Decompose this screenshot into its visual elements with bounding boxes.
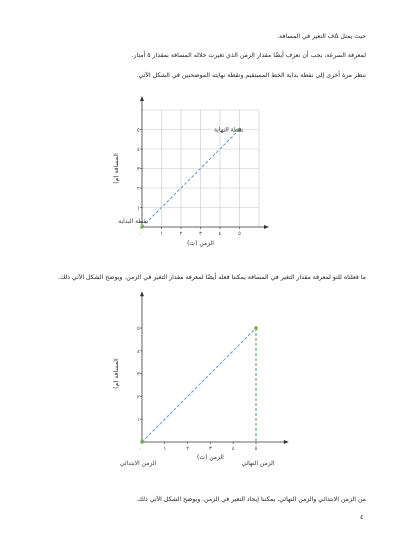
distance-time-chart-2 xyxy=(100,315,300,475)
origin-label: ٠ xyxy=(138,446,141,452)
paragraph-line-4: ما فعلناه للتو لمعرفة مقدار التغير في المسافة يمكننا فعله أيضًا لمعرفة مقدار التغير في الزمن. ويوضح الشكل الآتي ذلك. xyxy=(58,274,366,281)
y-axis-title: المسافة (م) xyxy=(113,153,120,184)
distance-time-chart-1 xyxy=(100,100,300,250)
y-tick-label: ٣ xyxy=(137,166,140,173)
x-tick-label: ٢ xyxy=(186,446,189,452)
paragraph-line-5: من الزمن الابتدائي والزمن النهائي، يمكننا إيجاد التغير في الزمن. ويوضح الشكل الآتي ذلك. xyxy=(135,496,366,503)
paragraph-line-1: حيث يمثل Δف التغير في المسافة. xyxy=(277,33,366,40)
x-axis-title: الزمن (ث) xyxy=(196,454,224,461)
x-tick-label: ٣ xyxy=(199,231,202,237)
distance-time-line xyxy=(142,328,256,442)
final-time-label: الزمن النهائي xyxy=(241,460,275,467)
y-tick-label: ٤ xyxy=(137,147,140,153)
y-tick-label: ٢ xyxy=(137,394,140,401)
y-axis-arrow xyxy=(140,291,144,296)
y-tick-label: ٥ xyxy=(137,326,140,332)
paragraph-line-3: ننظر مرة أخرى إلى نقطة بداية الخط المستقيم ونقطة نهايته الموضحتين في الشكل الآتي. xyxy=(136,72,366,79)
x-axis-arrow xyxy=(264,225,269,229)
end-point xyxy=(254,326,258,330)
y-tick-label: ٥ xyxy=(137,127,140,134)
y-tick-label: ٤ xyxy=(137,348,140,355)
y-tick-label: ١ xyxy=(137,205,140,212)
page-number: ٤ xyxy=(360,513,364,521)
start-point xyxy=(140,225,144,229)
x-tick-label: ٢ xyxy=(179,231,183,237)
origin-label: ٠ xyxy=(138,231,141,237)
distance-time-line xyxy=(142,130,240,228)
x-tick-label: ٤ xyxy=(231,446,235,452)
initial-time-label: الزمن الابتدائي xyxy=(119,460,157,467)
start-point-label: نقطة البداية xyxy=(118,218,148,225)
x-tick-label: ١ xyxy=(160,231,163,237)
x-tick-label: ٥ xyxy=(254,446,258,452)
x-tick-label: ٣ xyxy=(209,446,212,452)
x-tick-label: ٥ xyxy=(238,231,241,237)
x-tick-label: ٤ xyxy=(218,231,222,237)
start-point xyxy=(140,440,144,444)
end-point-label: نقطة النهاية xyxy=(213,126,244,134)
x-axis-title: الزمن (ث) xyxy=(187,240,214,247)
x-axis-arrow xyxy=(284,440,289,444)
y-axis-title: المسافة (م) xyxy=(113,358,120,389)
x-tick-label: ١ xyxy=(163,446,167,452)
y-tick-label: ٣ xyxy=(137,371,140,378)
y-axis-arrow xyxy=(140,96,144,101)
paragraph-line-2: لمعرفة السرعة، يجب أن نعرف أيضًا مقدار الزمن الذي تغيرت خلاله المسافة بمقدار ٥ أمتار. xyxy=(131,52,366,59)
y-tick-label: ١ xyxy=(137,417,140,424)
y-tick-label: ٢ xyxy=(137,186,140,192)
